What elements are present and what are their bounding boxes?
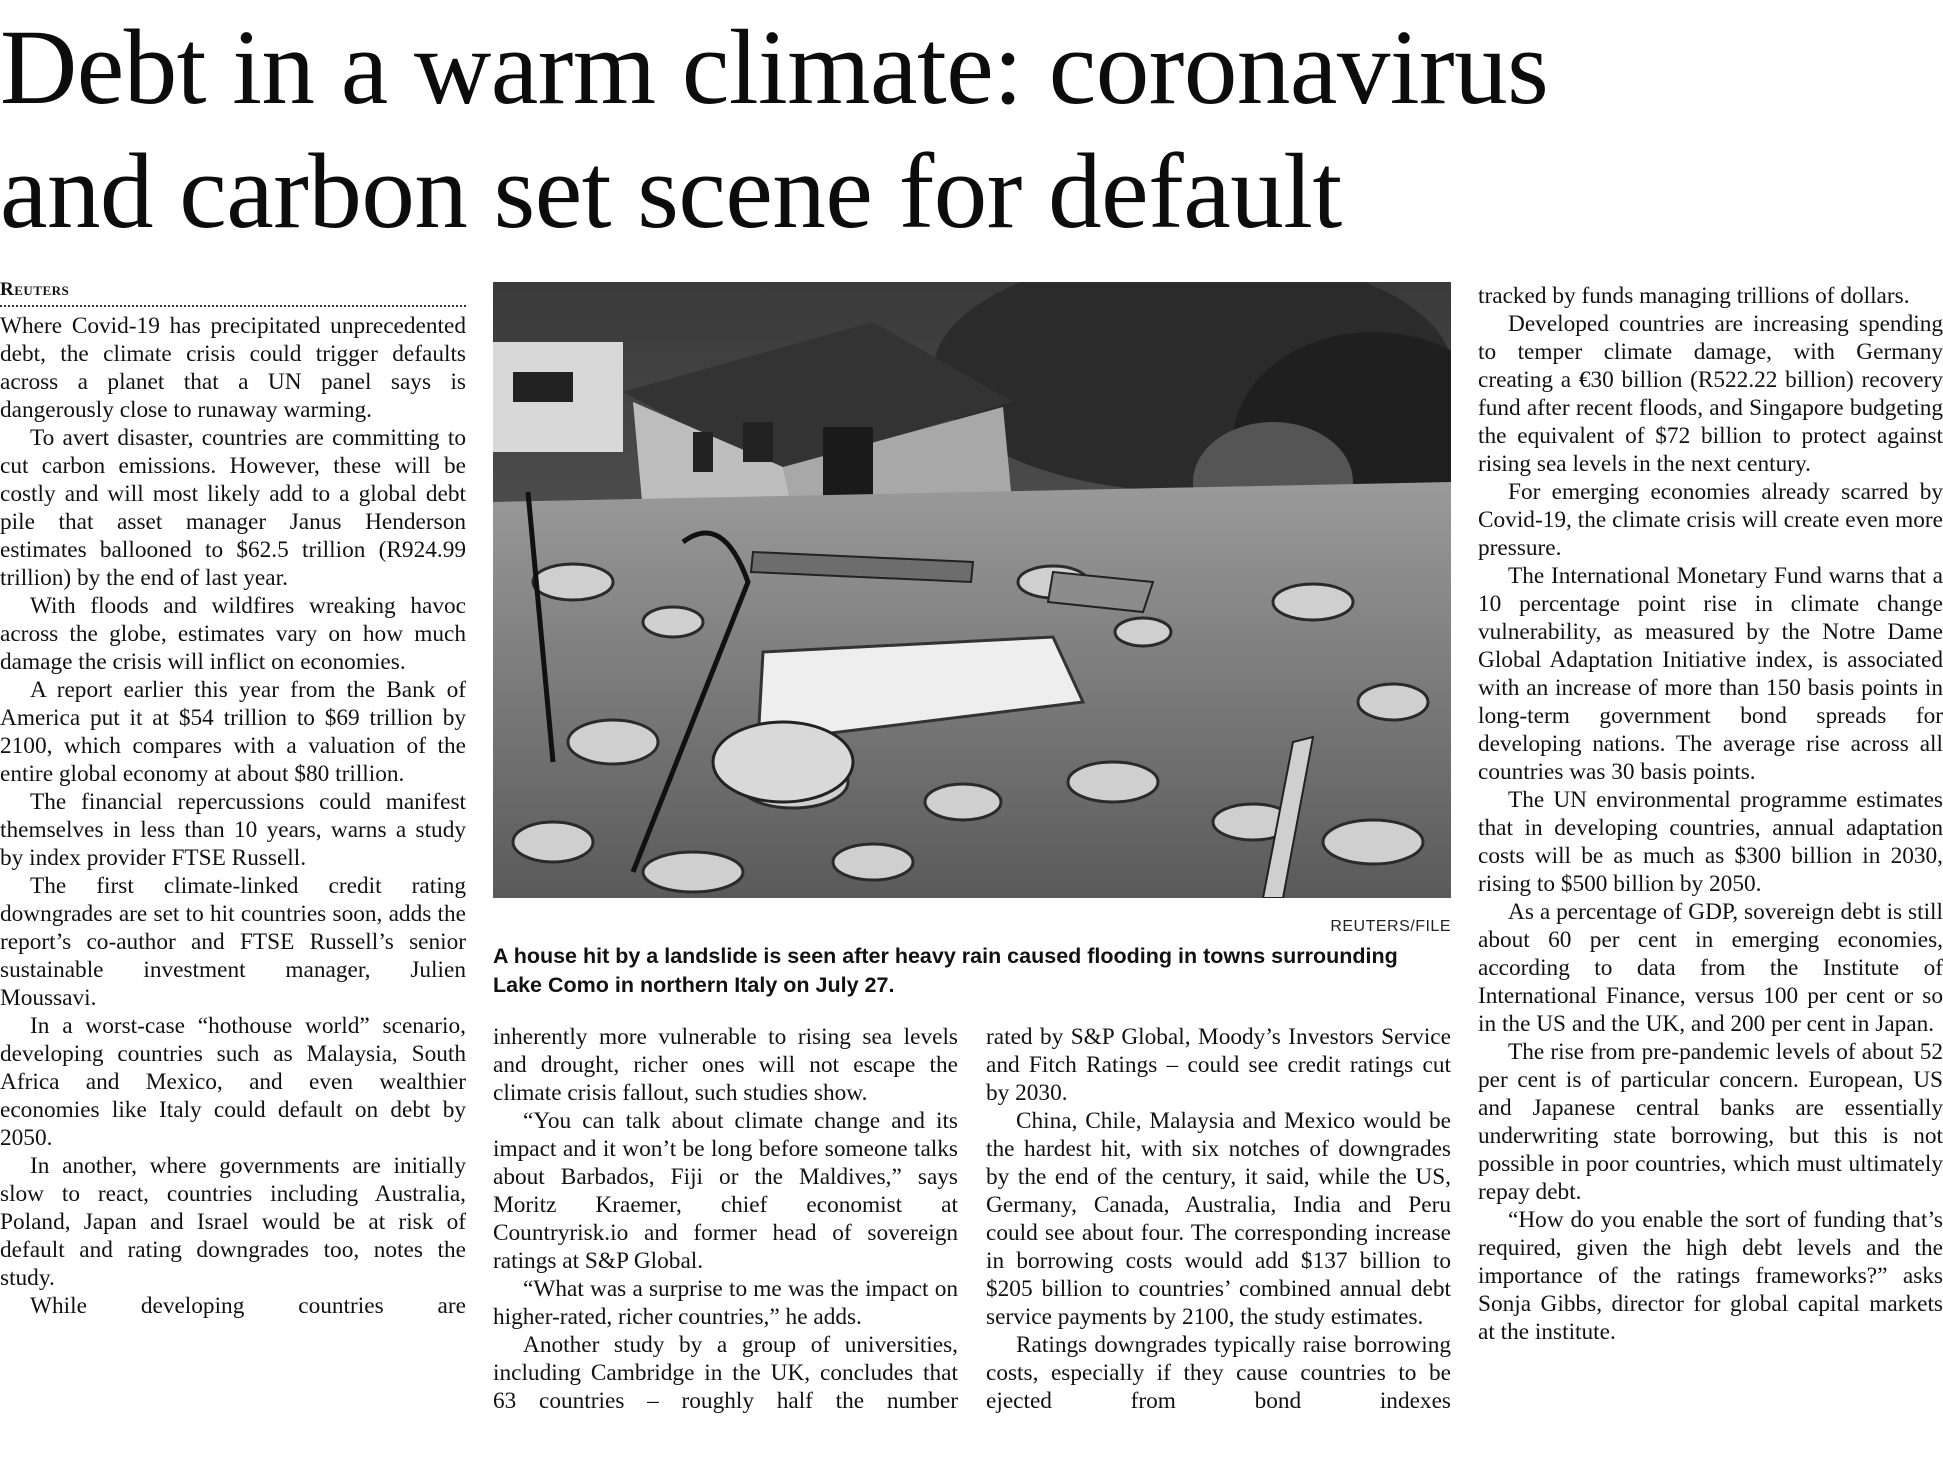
paragraph: “How do you enable the sort of funding that’s required, given the high debt levels and the importance of the ratings frameworks?” asks Sonja Gibbs, director for global capital markets at the institute. [1478, 1207, 1943, 1345]
paragraph: Developed countries are increasing spending to temper climate damage, with Germany creating a €30 billion (R522.22 billion) recovery fund after recent floods, and Singapore budgeting the equivalent of $72 billion to protect against rising sea levels in the next century. [1478, 311, 1943, 477]
article-column-3 [986, 1023, 1451, 1415]
photo-image [493, 282, 1451, 898]
paragraph: For emerging economies already scarred by Covid-19, the climate crisis will create even more pressure. [1478, 479, 1943, 561]
paragraph: The financial repercussions could manifest themselves in less than 10 years, warns a study by index provider FTSE Russell. [0, 789, 466, 871]
photo-caption: A house hit by a landslide is seen after heavy rain caused flooding in towns surrounding Lake Como in northern Italy on July 27. [493, 944, 1398, 997]
paragraph: The International Monetary Fund warns that a 10 percentage point rise in climate change vulnerability, as measured by the Notre Dame Global Adaptation Initiative index, is associated with an increase of more than 150 basis points in long-term government bond spreads for developing nations. The average rise across all countries was 30 basis points. [1478, 563, 1943, 785]
paragraph: In a worst-case “hothouse world” scenario, developing countries such as Malaysia, South Africa and Mexico, and even wealthier economies like Italy could default on debt by 2050. [0, 1013, 466, 1151]
paragraph: Ratings downgrades typically raise borrowing costs, especially if they cause countries to be ejected from bond indexes [986, 1332, 1451, 1414]
paragraph: inherently more vulnerable to rising sea levels and drought, richer ones will not escape the climate crisis fallout, such studies show. [493, 1024, 958, 1106]
paragraph: Where Covid-19 has precipitated unprecedented debt, the climate crisis could trigger defaults across a planet that a UN panel says is dangerously close to runaway warming. [0, 313, 466, 423]
paragraph: To avert disaster, countries are committing to cut carbon emissions. However, these will be costly and will most likely add to a global debt pile that asset manager Janus Henderson estimates ballooned to $62.5 trillion (R924.99 trillion) by the end of last year. [0, 425, 466, 591]
paragraph: rated by S&P Global, Moody’s Investors Service and Fitch Ratings – could see credit ratings cut by 2030. [986, 1024, 1451, 1106]
paragraph: The rise from pre-pandemic levels of about 52 per cent is of particular concern. European, US and Japanese central banks are essentially underwriting state borrowing, but this is not possible in poor countries, which must ultimately repay debt. [1478, 1039, 1943, 1205]
landslide-photo [493, 282, 1451, 898]
article-column-2 [493, 1023, 958, 1415]
paragraph: A report earlier this year from the Bank of America put it at $54 trillion to $69 trillion by 2100, which compares with a valuation of the entire global economy at about $80 trillion. [0, 677, 466, 787]
article-column-4 [1478, 282, 1943, 1346]
article-column-1 [0, 312, 466, 1320]
paragraph: Another study by a group of universities, including Cambridge in the UK, concludes that 63 countries – roughly half the number [493, 1332, 958, 1414]
paragraph: China, Chile, Malaysia and Mexico would be the hardest hit, with six notches of downgrades by the end of the century, it said, while the US, Germany, Canada, Australia, India and Peru could see about four. The corresponding increase in borrowing costs would add $137 billion to $205 billion to countries’ combined annual debt service payments by 2100, the study estimates. [986, 1108, 1451, 1330]
headline-line-1: Debt in a warm climate: coronavirus [0, 9, 1549, 127]
paragraph: “You can talk about climate change and its impact and it won’t be long before someone talks about Barbados, Fiji or the Maldives,” says Moritz Kraemer, chief economist at Countryrisk.io and former head of sovereign ratings at S&P Global. [493, 1108, 958, 1274]
paragraph: While developing countries are [30, 1293, 466, 1319]
paragraph: tracked by funds managing trillions of dollars. [1478, 283, 1910, 309]
paragraph: The first climate-linked credit rating downgrades are set to hit countries soon, adds the report’s co-author and FTSE Russell’s senior sustainable investment manager, Julien Moussavi. [0, 873, 466, 1011]
headline-line-2: and carbon set scene for default [0, 133, 1342, 251]
paragraph: In another, where governments are initially slow to react, countries including Australia, Poland, Japan and Israel would be at risk of default and rating downgrades too, notes the study. [0, 1153, 466, 1291]
photo-credit: REUTERS/FILE [1330, 918, 1451, 935]
paragraph: The UN environmental programme estimates that in developing countries, annual adaptation costs will be as much as $300 billion in 2030, rising to $500 billion by 2050. [1478, 787, 1943, 897]
paragraph: “What was a surprise to me was the impact on higher-rated, richer countries,” he adds. [493, 1276, 958, 1330]
headline [0, 6, 1943, 254]
paragraph: With floods and wildfires wreaking havoc across the globe, estimates vary on how much damage the crisis will inflict on economies. [0, 593, 466, 675]
byline: Reuters [0, 279, 466, 307]
paragraph: As a percentage of GDP, sovereign debt is still about 60 per cent in emerging economies, according to data from the Institute of International Finance, versus 100 per cent or so in the US and the UK, and 200 per cent in Japan. [1478, 899, 1943, 1037]
